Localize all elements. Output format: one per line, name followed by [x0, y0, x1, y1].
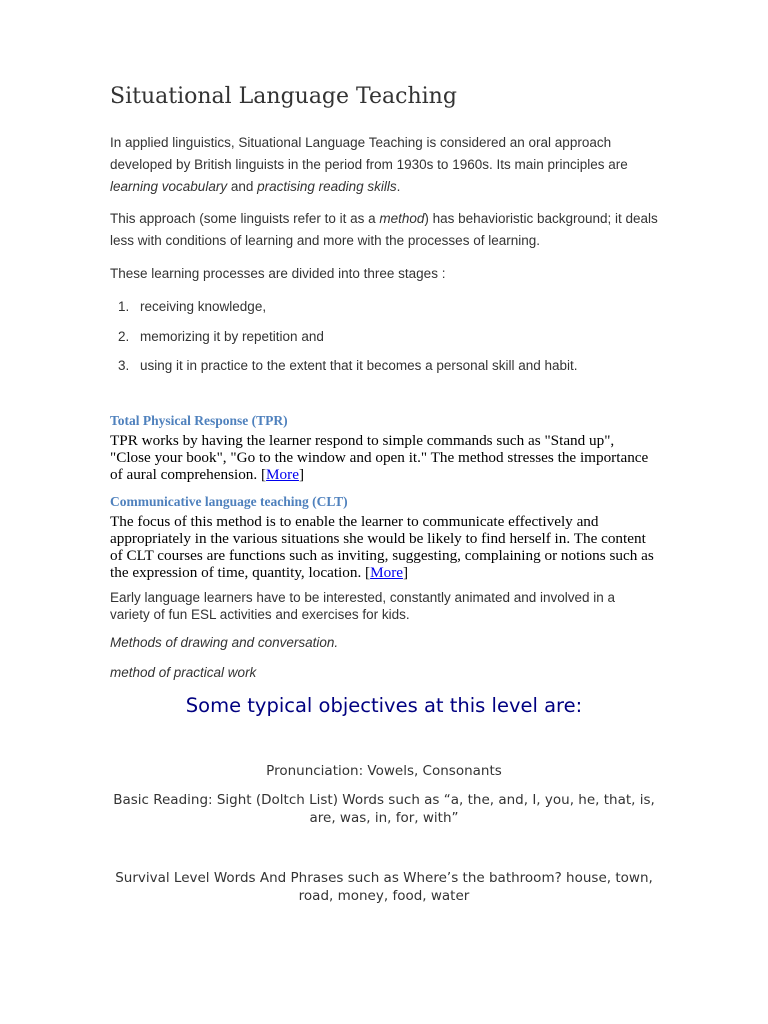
tpr-more-link[interactable]: More: [266, 466, 299, 483]
methods-drawing-line: Methods of drawing and conversation.: [110, 635, 339, 650]
list-item: 2. memorizing it by repetition and: [118, 328, 324, 344]
approach-paragraph: This approach (some linguists refer to it as a method) has behavioristic background; it deals less with conditions of learning and more with the processes of learning.: [110, 211, 658, 248]
clt-heading: Communicative language teaching (CLT): [110, 494, 348, 509]
tpr-heading: Total Physical Response (TPR): [110, 413, 288, 428]
stages-intro: These learning processes are divided into three stages :: [110, 266, 446, 281]
clt-paragraph: The focus of this method is to enable the learner to communicate effectively and appropriately in the various situations she would be likely to find herself in. The content of CLT courses are functions such as inviting, suggesting, complaining or notions such as the expression of time, quantity, location. [More]: [110, 513, 654, 581]
tpr-paragraph: TPR works by having the learner respond to simple commands such as "Stand up", "Close your book", "Go to the window and open it." The method stresses the importance of aural comprehension. [More]: [110, 432, 649, 483]
method-practical-line: method of practical work: [110, 665, 257, 680]
early-learners-paragraph: Early language learners have to be interested, constantly animated and involved in a variety of fun ESL activities and exercises for kids.: [110, 590, 616, 622]
survival-line: Survival Level Words And Phrases such as Where’s the bathroom? house, town, road, money, food, water: [115, 870, 653, 904]
page-title: Situational Language Teaching: [110, 84, 457, 109]
clt-more-link[interactable]: More: [370, 564, 403, 581]
stages-list: [110, 296, 578, 385]
basic-reading-line: Basic Reading: Sight (Doltch List) Words such as “a, the, and, I, you, he, that, is, are, was, in, for, with”: [113, 792, 655, 826]
list-item: 3. using it in practice to the extent that it becomes a personal skill and habit.: [118, 358, 578, 373]
pronunciation-line: Pronunciation: Vowels, Consonants: [266, 763, 502, 779]
objectives-heading: Some typical objectives at this level are:: [185, 694, 583, 717]
intro-paragraph: In applied linguistics, Situational Language Teaching is considered an oral approach developed by British linguists in the period from 1930s to 1960s. Its main principles are learning vocabulary and practising reading skills.: [110, 135, 628, 194]
list-item: 1. receiving knowledge,: [118, 299, 267, 314]
